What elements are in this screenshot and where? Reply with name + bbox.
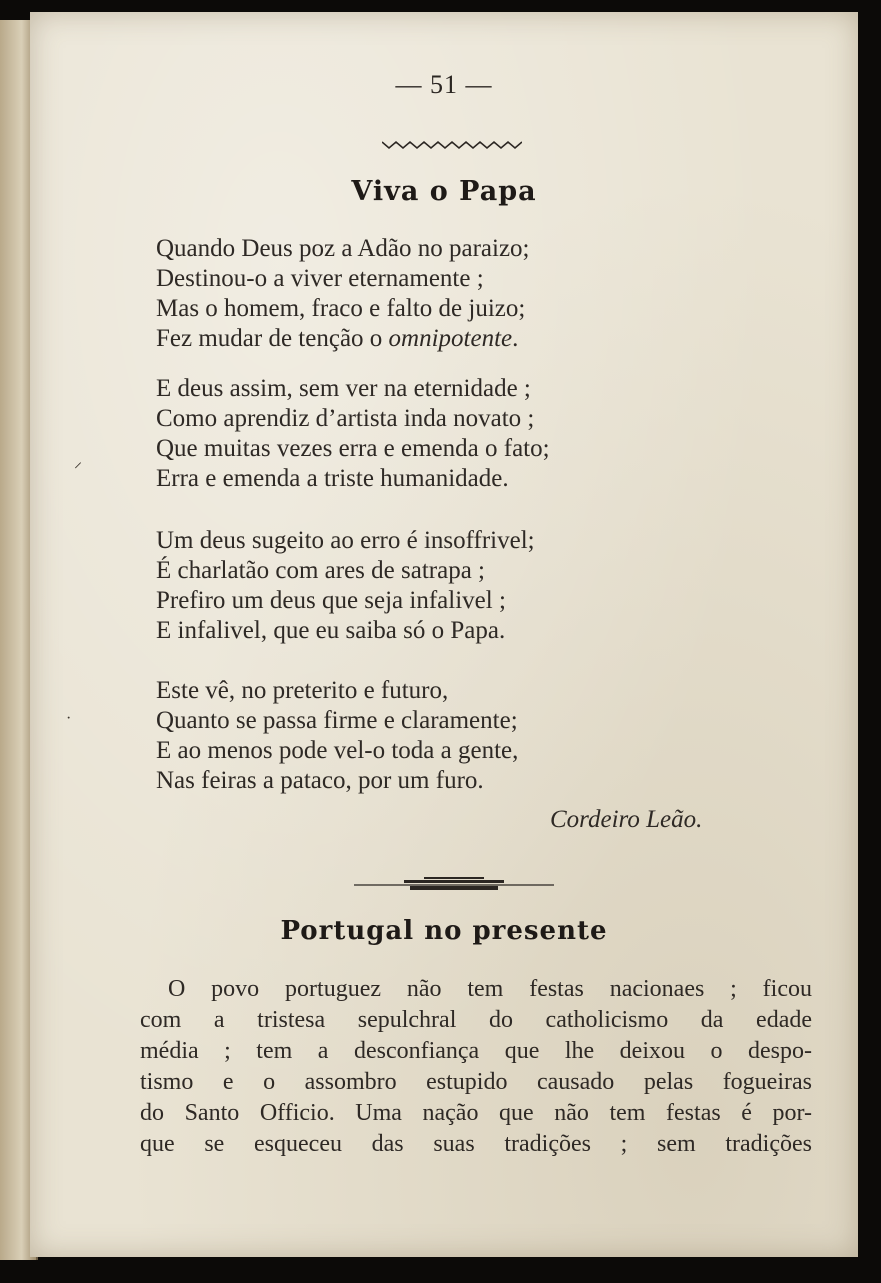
poem-line-italic: omnipotente (388, 325, 513, 352)
margin-mark: · (66, 710, 72, 727)
wavy-rule-ornament (382, 138, 522, 152)
margin-mark: ⸝ (74, 454, 83, 471)
poem-line: Mas o homem, fraco e falto de juizo; (156, 295, 526, 322)
poem-line: Quanto se passa firme e claramente; (156, 707, 518, 734)
poem-line-punct: . (512, 325, 519, 352)
poem-line-text: Fez mudar de tenção o (156, 325, 389, 352)
article-line: que se esqueceu das suas tradições ; sem tradições (140, 1131, 812, 1157)
poem-line: E ao menos pode vel-o toda a gente, (156, 737, 519, 764)
article-line: tismo e o assombro estupido causado pelas fogueiras (140, 1069, 812, 1095)
stanza-2 (156, 374, 716, 494)
poem-line: E infalivel, que eu saiba só o Papa. (156, 617, 506, 644)
article-line: com a tristesa sepulchral do catholicismo da edade (140, 1007, 812, 1033)
poem-line: Este vê, no preterito e futuro, (156, 677, 449, 704)
poem-line: Um deus sugeito ao erro é insoffrivel; (156, 527, 535, 554)
article-line: média ; tem a desconfiança que lhe deixou o despo- (140, 1038, 812, 1064)
poem-line: Destinou-o a viver eternamente ; (156, 265, 484, 292)
article-body (140, 974, 812, 1160)
article-title: Portugal no presente (280, 916, 608, 946)
stanza-4 (156, 676, 716, 796)
poem-line: Prefiro um deus que seja infalivel ; (156, 587, 506, 614)
page-number: — 51 — (395, 70, 493, 99)
poem-line: E deus assim, sem ver na eternidade ; (156, 375, 531, 402)
poem-line (156, 324, 716, 354)
poem-line: Quando Deus poz a Adão no paraizo; (156, 235, 530, 262)
article-line: O povo portuguez não tem festas nacionaes ; ficou (168, 976, 812, 1002)
poem-line: Que muitas vezes erra e emenda o fato; (156, 435, 550, 462)
book-page (30, 12, 858, 1257)
section-divider-ornament (354, 874, 554, 894)
poem-line: É charlatão com ares de satrapa ; (156, 557, 485, 584)
poem-line: Como aprendiz d’artista inda novato ; (156, 405, 535, 432)
poem-author: Cordeiro Leão. (550, 806, 703, 833)
stanza-1 (156, 234, 716, 354)
article-line: do Santo Officio. Uma nação que não tem festas é por- (140, 1100, 812, 1126)
poem-line: Erra e emenda a triste humanidade. (156, 465, 509, 492)
poem-title: Viva o Papa (351, 176, 537, 207)
stanza-3 (156, 526, 716, 646)
poem-line: Nas feiras a pataco, por um furo. (156, 767, 484, 794)
